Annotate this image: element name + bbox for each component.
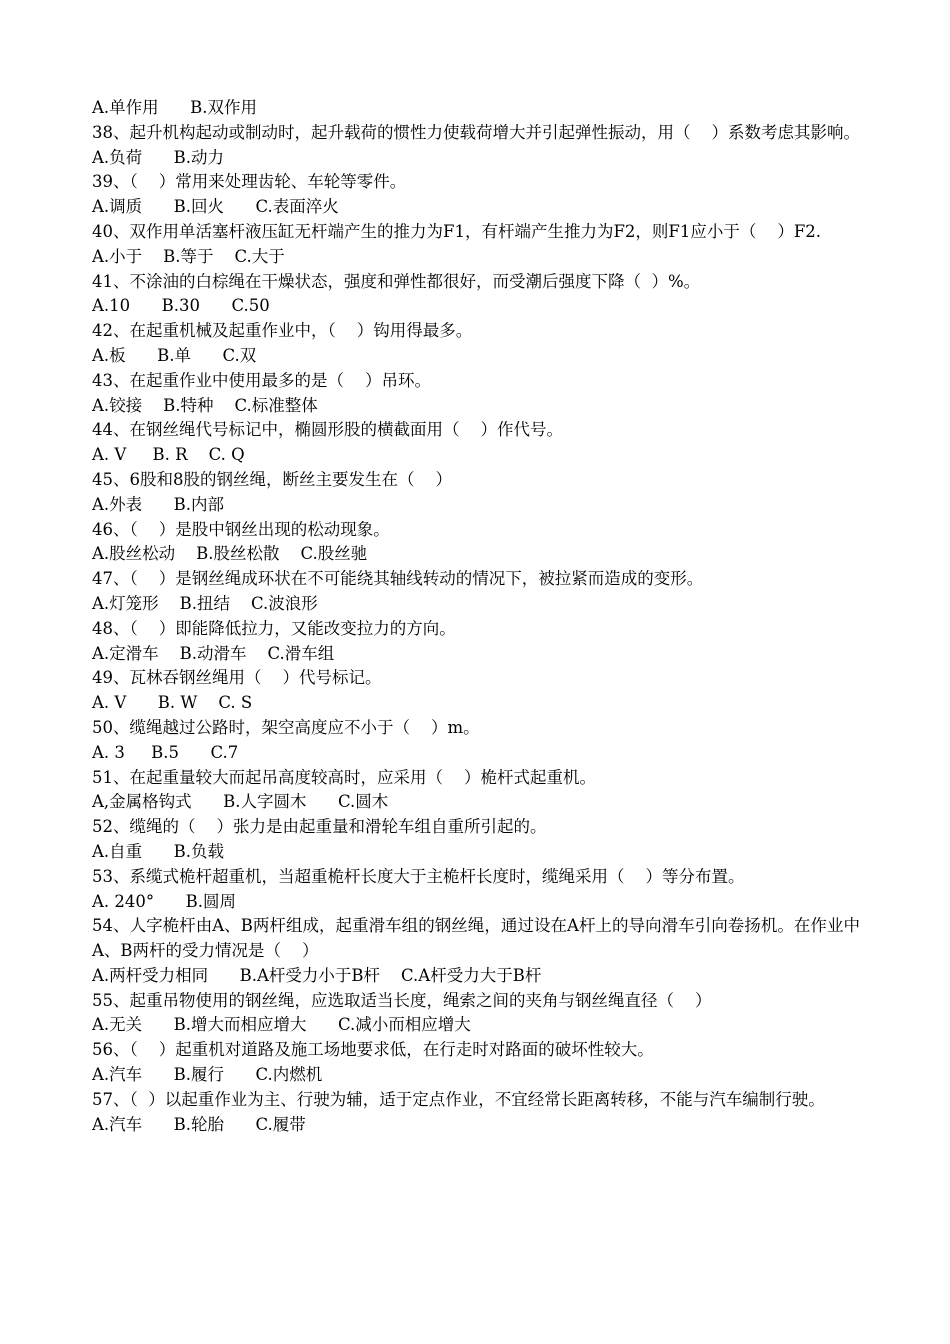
answer-options: A.外表 B.内部 [92, 494, 224, 514]
answer-options: A. V B. W C. S [92, 693, 253, 713]
question-text: 46、（ ）是股中钢丝出现的松动现象。 [92, 519, 390, 539]
answer-options: A.铰接 B.特种 C.标准整体 [92, 395, 318, 415]
answer-options: A.10 B.30 C.50 [92, 296, 270, 316]
question-text: 38、起升机构起动或制动时，起升载荷的惯性力使载荷增大并引起弹性振动，用（ ）系数考虑其影响。 [92, 122, 860, 142]
answer-options: A.单作用 B.双作用 [92, 98, 257, 117]
answer-options: A.定滑车 B.动滑车 C.滑车组 [92, 643, 335, 663]
question-text: 55、起重吊物使用的钢丝绳，应选取适当长度，绳索之间的夹角与钢丝绳直径（ ） [92, 990, 712, 1010]
question-text: 56、（ ）起重机对道路及施工场地要求低，在行走时对路面的破坏性较大。 [92, 1040, 654, 1060]
question-text: 51、在起重量较大而起吊高度较高时，应采用（ ）桅杆式起重机。 [92, 767, 596, 787]
question-text: 49、瓦林吞钢丝绳用（ ）代号标记。 [92, 668, 382, 688]
answer-options: A.两杆受力相同 B.A杆受力小于B杆 C.A杆受力大于B杆 [92, 965, 542, 985]
answer-options: A.板 B.单 C.双 [92, 345, 257, 365]
answer-options: A.自重 B.负载 [92, 841, 224, 861]
answer-options: A.无关 B.增大而相应增大 C.减小而相应增大 [92, 1015, 471, 1035]
question-text: 54、人字桅杆由A、B两杆组成，起重滑车组的钢丝绳，通过设在A杆上的导向滑车引向卷扬机。在作业中A、B两杆的受力情况是（ ） [92, 916, 860, 961]
answer-options: A.灯笼形 B.扭结 C.波浪形 [92, 593, 318, 613]
answer-options: A.汽车 B.履行 C.内燃机 [92, 1065, 323, 1085]
question-text: 57、（ ）以起重作业为主、行驶为辅，适于定点作业，不宜经常长距离转移，不能与汽车编制行驶。 [92, 1089, 825, 1109]
question-text: 42、在起重机械及起重作业中，（ ）钩用得最多。 [92, 321, 473, 341]
question-text: 40、双作用单活塞杆液压缸无杆端产生的推力为F1，有杆端产生推力为F2，则F1应小于（ ）F2. [92, 221, 822, 241]
answer-options: A.股丝松动 B.股丝松散 C.股丝驰 [92, 544, 368, 564]
question-list [92, 96, 860, 1137]
question-text: 41、不涂油的白棕绳在干燥状态，强度和弹性都很好，而受潮后强度下降（ ）%。 [92, 271, 701, 291]
answer-options: A.汽车 B.轮胎 C.履带 [92, 1114, 306, 1134]
question-text: 48、（ ）即能降低拉力，又能改变拉力的方向。 [92, 618, 456, 638]
answer-options: A. 3 B.5 C.7 [92, 742, 239, 762]
answer-options: A. 240° B.圆周 [92, 891, 236, 911]
question-text: 39、（ ）常用来处理齿轮、车轮等零件。 [92, 172, 407, 192]
answer-options: A.小于 B.等于 C.大于 [92, 246, 285, 266]
answer-options: A,金属格钩式 B.人字圆木 C.圆木 [92, 792, 389, 812]
answer-options: A.调质 B.回火 C.表面淬火 [92, 197, 339, 217]
question-text: 45、6股和8股的钢丝绳，断丝主要发生在（ ） [92, 469, 452, 489]
question-text: 52、缆绳的（ ）张力是由起重量和滑轮车组自重所引起的。 [92, 817, 547, 837]
answer-options: A.负荷 B.动力 [92, 147, 224, 167]
question-text: 50、缆绳越过公路时，架空高度应不小于（ ）m。 [92, 717, 480, 737]
question-text: 47、（ ）是钢丝绳成环状在不可能绕其轴线转动的情况下，被拉紧而造成的变形。 [92, 569, 704, 589]
question-text: 43、在起重作业中使用最多的是（ ）吊环。 [92, 370, 431, 390]
question-text: 53、系缆式桅杆超重机，当超重桅杆长度大于主桅杆长度时，缆绳采用（ ）等分布置。 [92, 866, 745, 886]
answer-options: A. V B. R C. Q [92, 445, 245, 465]
question-text: 44、在钢丝绳代号标记中，椭圆形股的横截面用（ ）作代号。 [92, 420, 563, 440]
